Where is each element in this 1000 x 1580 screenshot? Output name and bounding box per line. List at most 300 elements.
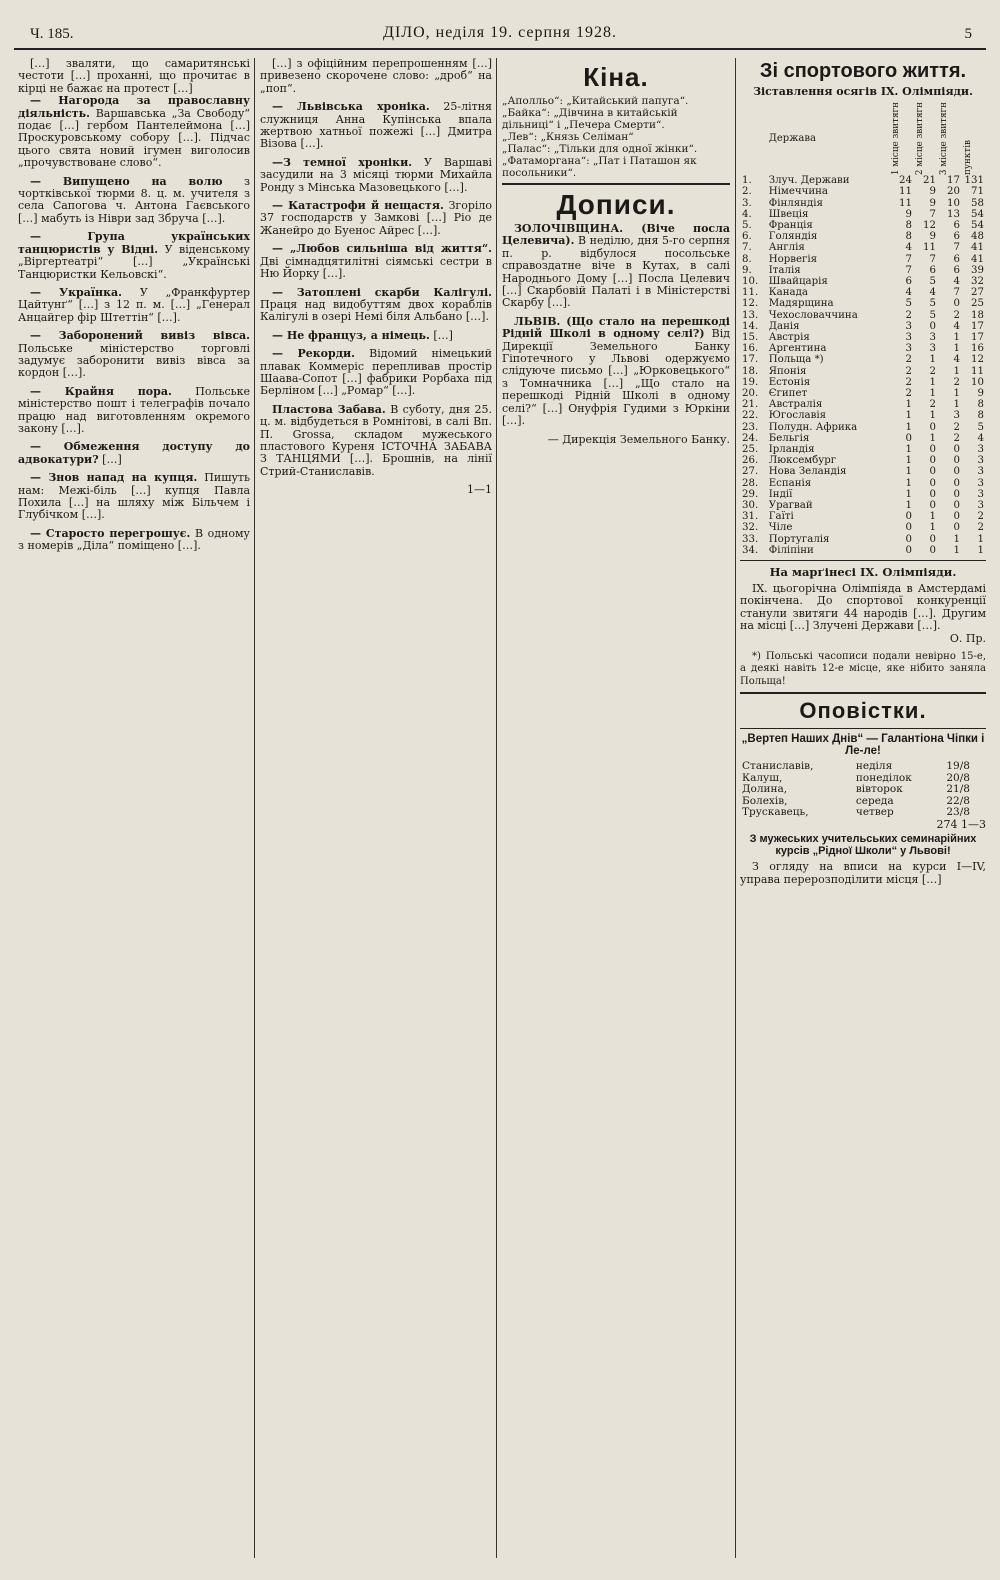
cell-bronze: 2 [953,421,960,433]
table-row [740,478,986,489]
cell-country: Мадярщина [768,298,834,310]
cell-points: 3 [977,488,984,500]
table-row [740,242,986,253]
margins-sign: О. Пр. [949,631,986,645]
cell-country: Ірландія [768,444,815,456]
cell-gold: 7 [905,253,912,265]
column-3 [502,58,730,1558]
cell-rank: 32. [742,522,759,534]
table-row [740,534,986,545]
cell-gold: 11 [899,197,912,209]
article-item [260,200,492,237]
cinema-entry: „Байка“: „Дівчина в китайській дільниці“ і „Печера Смерти“. [502,107,678,131]
table-row [740,231,986,242]
cell-gold: 1 [905,399,912,411]
table-row [740,489,986,500]
article-title: — Випущено на волю [30,174,223,188]
cell-country: Норвегія [768,253,818,265]
article-title: — Обмеження доступу до адвокатури? [18,440,250,466]
table-row [740,198,986,209]
col-header-silver: 2 місце звитягн [915,102,925,176]
cell-rank: 27. [742,466,759,478]
article-text: В одному з номерів „Діла“ поміщено […]. [18,526,250,553]
cell-country: Єгипет [768,388,808,399]
cinema-entry: „Лев“: „Князь Селіман“ [502,131,634,143]
cell-country: Франція [768,219,813,231]
cell-rank: 12. [742,298,759,310]
sport-heading: Зі спортового життя. [759,60,967,82]
article-item [18,176,250,226]
cell-points: 2 [977,511,984,523]
cell-silver: 0 [929,477,936,489]
cell-country: Австрія [768,331,810,343]
article-text: 25-літня служниця Анна Купінська впала жертвою хатньої пожежі […] Дмитра Візова […]. [260,100,492,151]
cell-country: Гаїті [768,511,794,523]
article-text: Від Дирекції Земельного Банку Гіпотечного у Львові одержуємо слідуюче письмо […] „Юрковецького“ з Томначника […] „Що стало на перешкоді Рідній Школі в одному селі?“ […] Онуфрія Гудими з Юркіни […]. [502,327,730,428]
article-title: — Знов напад на купця. [30,471,198,485]
cell-points: 3 [977,477,984,489]
cell-country: Естонія [768,376,811,388]
cinema-entry: „Фатаморгана“: „Пат і Паташон як посольники“. [502,155,697,179]
cell-points: 3 [977,444,984,456]
col1-intro: […] зваляти, що самаритянські честоти […] проханні, що прочитає в кірці не бажає на протест […] [18,58,250,95]
cell-bronze: 0 [953,477,960,489]
table-row [740,287,986,298]
article-item [18,386,250,436]
cell-country: Чехословаччина [768,309,858,321]
table-row [740,399,986,410]
cell-points: 41 [971,242,984,254]
article-text: У „Франкфуртер Цайтунґ“ […] з 12 п. м. […] „Генерал Анцайгер фір Штеттін“ […]. [18,285,250,324]
article-text: […] з офіційним перепрошенням […] привезено скорочене слово: „дроб“ на „поп“. [260,58,492,95]
cell-country: Югославія [768,410,827,422]
table-row [740,220,986,231]
cell-silver: 1 [929,522,936,534]
article-text: Пишуть нам: Межі-біль […] купця Павла Похила […] на шляху між Більчем і Глубічком […]. [18,471,250,522]
article-title: — Рекорди. [272,347,356,361]
article-title: ЗОЛОЧІВЩИНА. (Віче посла Целевича). [502,222,730,248]
cell-points: 39 [971,264,984,276]
cell-gold: 1 [905,477,912,489]
cell-country: Швеція [768,208,809,220]
article-item [260,157,492,194]
cell-country: Польща *) [768,354,824,366]
cell-gold: 1 [905,421,912,433]
table-row [740,455,986,466]
schedule-day: вівторок [855,783,903,796]
cell-bronze: 4 [953,275,960,287]
cell-points: 3 [977,466,984,478]
cell-bronze: 1 [953,388,960,399]
article-title: — Група українських танцюристів у Відні. [18,230,250,256]
cell-gold: 1 [905,488,912,500]
cell-country: Данія [768,320,800,332]
cell-rank: 7. [742,242,752,254]
article-item [260,58,492,95]
table-row [740,186,986,197]
cell-silver: 12 [923,219,936,231]
schedule-city: Болехів, [742,794,788,807]
schedule-day: четвер [855,806,894,819]
cell-points: 8 [977,410,984,422]
cell-silver: 2 [929,399,936,411]
cell-gold: 1 [905,410,912,422]
column-4 [740,58,986,1558]
cell-points: 8 [977,399,984,411]
cell-bronze: 2 [953,309,960,321]
cell-country: Італія [768,264,801,276]
cell-silver: 5 [929,309,936,321]
cell-points: 12 [971,354,984,366]
cell-silver: 21 [923,175,936,187]
cell-silver: 1 [929,432,936,444]
cell-country: Португалія [768,533,830,545]
cell-rank: 4. [742,208,752,220]
cell-rank: 15. [742,331,759,343]
cell-rank: 20. [742,388,759,399]
cell-silver: 7 [929,253,936,265]
cell-country: Японія [768,365,807,377]
cell-bronze: 1 [953,399,960,411]
cell-rank: 26. [742,455,759,467]
article-text: В неділю, дня 5-го серпня п. р. відбулося посольське справоздатне віче в Кутах, в салі Народнього Дому […] Посла Целевич […] Скарбовій Палаті і в Міністерстві Скарбу […]. [502,234,730,310]
article-item [18,231,250,281]
article-item [260,243,492,280]
cell-silver: 0 [929,500,936,512]
article-title: — Українка. [30,285,122,299]
column-divider [496,58,497,1558]
cell-bronze: 3 [953,410,960,422]
cell-points: 16 [971,343,984,355]
announcements-heading: Оповістки. [799,698,927,724]
cell-rank: 24. [742,432,759,444]
tour-schedule [740,761,986,819]
cell-silver: 1 [929,376,936,388]
article-text: Праця над видобуттям двох кораблів Калігулі в озері Немі біля Альбано […]. [260,297,492,324]
cell-gold: 5 [905,298,912,310]
cell-country: Еспанія [768,477,812,489]
masthead [14,14,986,50]
cell-points: 25 [971,298,984,310]
cell-silver: 0 [929,455,936,467]
footnote: *) Польські часописи подали невірно 15-е, а деякі навіть 12-е місце, яке нібито заняла Польща! [740,651,986,687]
cell-points: 131 [964,175,984,187]
table-row [740,175,986,186]
cell-silver: 9 [929,197,936,209]
cell-rank: 29. [742,488,759,500]
schedule-day: неділя [855,760,893,773]
cell-points: 9 [977,388,984,399]
article-title: ЛЬВІВ. (Що стало на перешкоді Рідній Школі в одному селі?) [502,314,730,341]
cell-rank: 33. [742,533,759,545]
cell-gold: 3 [905,343,912,355]
article-title: — Не француз, а німець. [272,328,430,342]
cell-gold: 6 [905,275,912,287]
cell-gold: 3 [905,331,912,343]
margins-heading: На марґінесі ІХ. Олімпіяди. [769,565,957,580]
table-row [740,377,986,388]
article-item [260,287,492,324]
cell-bronze: 6 [953,253,960,265]
cell-country: Канада [768,287,808,299]
cell-points: 58 [971,197,984,209]
cell-country: Полудн. Африка [768,421,858,433]
cell-points: 54 [971,208,984,220]
cell-gold: 0 [905,522,912,534]
cell-points: 2 [977,522,984,534]
article-item [260,404,492,478]
cell-bronze: 2 [953,432,960,444]
cell-gold: 2 [905,388,912,399]
cell-silver: 0 [929,488,936,500]
schedule-tail: 274 1—3 [936,817,986,831]
article-text: Польське міністерство торговлі задумує заборонити вивіз вівса за кордон […]. [18,341,250,380]
cell-country: Фінляндія [768,197,823,209]
cell-rank: 18. [742,365,759,377]
cell-gold: 8 [905,219,912,231]
cell-bronze: 6 [953,231,960,243]
table-row [740,310,986,321]
cell-bronze: 1 [953,343,960,355]
cell-silver: 6 [929,264,936,276]
cell-silver: 3 [929,331,936,343]
cell-silver: 0 [929,421,936,433]
cell-points: 4 [977,432,984,444]
cell-gold: 2 [905,354,912,366]
cell-bronze: 1 [953,544,960,556]
cell-silver: 0 [929,544,936,556]
cell-gold: 0 [905,432,912,444]
cell-rank: 28. [742,477,759,489]
col2-tail: 1—1 [467,483,492,497]
cell-points: 18 [971,309,984,321]
cell-gold: 2 [905,365,912,377]
table-row [740,522,986,533]
cell-rank: 17. [742,354,759,366]
col-header-country: Держава [768,132,816,144]
cell-points: 1 [977,533,984,545]
cell-bronze: 4 [953,354,960,366]
schedule-date: 20/8 [946,771,970,784]
col3-sign: — Дирекція Земельного Банку. [547,432,730,446]
announcement-1-title: „Вертеп Наших Днів“ — Галантіона Чіпки і Ле-ле! [741,733,985,758]
cell-rank: 22. [742,410,759,422]
cell-points: 3 [977,455,984,467]
cell-country: Філіпіни [768,544,814,556]
cell-silver: 11 [923,242,936,254]
cell-country: Чіле [768,522,793,534]
cell-rank: 11. [742,287,759,299]
table-row [740,276,986,287]
cell-country: Аргентина [768,343,827,355]
article-title: — Старосто перегрошує. [30,526,191,540]
cell-points: 71 [971,186,984,198]
cell-rank: 9. [742,264,752,276]
cell-silver: 0 [929,444,936,456]
article-text: Варшавська „За Свободу“ подає […] гербом Пантелеймона […] Проскуровському собору […]. Підчас цього свята новий ігумен виголосив „прочувствоване слово“. [18,106,250,170]
cell-gold: 11 [899,186,912,198]
cell-bronze: 13 [947,208,960,220]
cell-silver: 0 [929,466,936,478]
cell-rank: 16. [742,343,759,355]
table-row [740,354,986,365]
cell-silver: 1 [929,388,936,399]
article-text: […] [102,452,122,466]
cell-gold: 2 [905,376,912,388]
article-text: В суботу, дня 25. ц. м. відбудеться в Ромнітові, в салі Вп. П. Grossa, складом мужеського пластового Куреня ІСТОЧНА ЗАБАВА З ТАНЦЯМИ […]. Брошнів, на лінії Стрий-Станиславів. [260,402,492,478]
column-1 [18,58,250,1558]
table-row [740,410,986,421]
cell-rank: 13. [742,309,759,321]
cell-rank: 30. [742,500,759,512]
cell-points: 17 [971,331,984,343]
cell-silver: 1 [929,354,936,366]
cell-bronze: 10 [947,197,960,209]
article-title: Пластова Забава. [272,402,386,416]
masthead-title: ДІЛО, неділя 19. серпня 1928. [383,24,617,41]
newspaper-page [14,14,986,1566]
cell-bronze: 0 [953,298,960,310]
schedule-city: Калуш, [742,771,783,784]
cell-country: Бельгія [768,432,810,444]
cell-points: 5 [977,421,984,433]
cinema-list [502,95,730,179]
cell-silver: 1 [929,410,936,422]
cell-silver: 0 [929,320,936,332]
article-item [18,287,250,324]
cell-gold: 1 [905,466,912,478]
column-2 [260,58,492,1558]
cell-silver: 3 [929,343,936,355]
cell-bronze: 6 [953,264,960,276]
page-number: 5 [964,26,972,42]
article-text: Дві сімнадцятилітні сіямські сестри в Ню Йорку […]. [260,254,492,281]
cell-country: Нова Зеландія [768,466,847,478]
cell-bronze: 1 [953,331,960,343]
table-row [740,388,986,399]
article-item [18,330,250,380]
cell-bronze: 0 [953,511,960,523]
cell-points: 54 [971,219,984,231]
cell-gold: 9 [905,208,912,220]
cell-bronze: 2 [953,376,960,388]
cell-rank: 10. [742,275,759,287]
cell-rank: 6. [742,231,752,243]
cell-country: Урагвай [768,500,813,512]
schedule-date: 22/8 [946,794,970,807]
table-row [740,433,986,444]
cinema-heading: Кіна. [583,62,649,92]
article-text: з чортківської тюрми 8. ц. м. учителя з села Сапогова ч. Антона Гаєвського […] мабуть із Ніври зад Збруча […]. [18,174,250,225]
article-text: Відомий німецький плавак Коммеріс перепливав простір Шаава-Сопот […] фабрики Рорбаха під Берліном […] „Ромар“ […]. [260,347,492,398]
schedule-date: 19/8 [946,760,970,773]
cell-silver: 2 [929,365,936,377]
cell-bronze: 6 [953,219,960,231]
cell-gold: 8 [905,231,912,243]
cell-gold: 1 [905,455,912,467]
cell-silver: 1 [929,511,936,523]
cell-bronze: 7 [953,287,960,299]
schedule-day: середа [855,794,894,807]
table-row [740,466,986,477]
cell-gold: 2 [905,309,912,321]
column-divider [735,58,736,1558]
cell-rank: 19. [742,376,759,388]
table-row [740,545,986,556]
article-title: — Нагорода за православну діяльність. [18,94,250,120]
cell-rank: 3. [742,197,752,209]
article-item [18,95,250,169]
cell-gold: 24 [899,175,912,187]
cell-points: 1 [977,544,984,556]
article-item [260,101,492,151]
cell-silver: 0 [929,533,936,545]
cell-rank: 25. [742,444,759,456]
cell-country: Голяндія [768,231,818,243]
schedule-date: 21/8 [946,783,970,796]
cell-silver: 7 [929,208,936,220]
cell-rank: 34. [742,544,759,556]
cell-points: 10 [971,376,984,388]
cell-rank: 5. [742,219,752,231]
table-row [740,254,986,265]
cell-points: 11 [971,365,984,377]
cell-points: 17 [971,320,984,332]
col-header-gold: 1 місце звитягн [891,102,901,176]
cell-silver: 4 [929,287,936,299]
article-text: […] [433,328,453,342]
cell-gold: 0 [905,511,912,523]
article-item [502,316,730,428]
cell-gold: 4 [905,287,912,299]
table-row [740,422,986,433]
cell-gold: 0 [905,544,912,556]
cell-gold: 3 [905,320,912,332]
cell-silver: 5 [929,275,936,287]
table-row [740,321,986,332]
article-title: —З темної хроніки. [272,155,413,169]
cell-bronze: 1 [953,365,960,377]
issue-number: Ч. 185. [30,26,74,42]
table-row [740,511,986,522]
schedule-day: понеділок [855,771,912,784]
cell-rank: 31. [742,511,759,523]
announcement-2-text: З огляду на вписи на курси I—IV, управа перерозподілити місця […] [740,860,986,886]
article-item [18,441,250,466]
article-item [18,528,250,553]
cell-points: 48 [971,231,984,243]
table-row [740,209,986,220]
cell-rank: 23. [742,421,759,433]
cell-country: Індії [768,488,793,500]
cell-country: Англія [768,242,805,254]
cell-bronze: 17 [947,175,960,187]
cell-country: Швайцарія [768,275,828,287]
cell-points: 32 [971,275,984,287]
table-row [740,366,986,377]
cell-bronze: 7 [953,242,960,254]
cell-country: Злуч. Держави [768,175,850,187]
cell-bronze: 0 [953,444,960,456]
cell-rank: 2. [742,186,752,198]
cell-country: Люксембург [768,455,837,467]
cell-gold: 4 [905,242,912,254]
announcement-2-title: З мужеських учительських семинарійних курсів „Рідної Школи“ у Львові! [749,833,977,858]
dopysy-heading: Дописи. [556,189,676,220]
article-title: — Львівська хроніка. [272,100,430,114]
cell-bronze: 20 [947,186,960,198]
table-row [740,265,986,276]
